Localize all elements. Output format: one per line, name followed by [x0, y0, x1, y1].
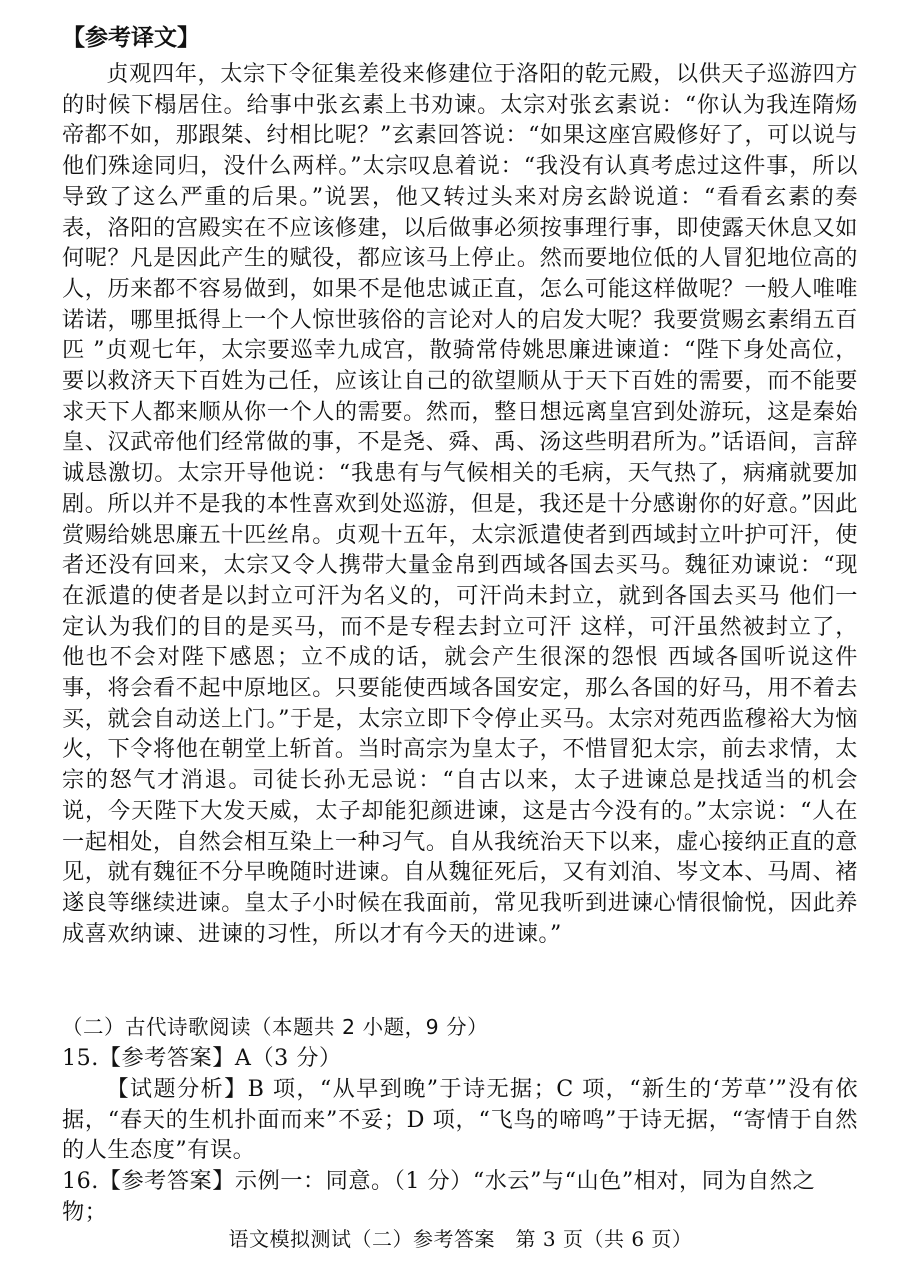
analysis-label: 【试题分析】: [106, 1076, 248, 1102]
question-15-label: 15.【参考答案】: [62, 1045, 235, 1071]
page-footer: 语文模拟测试（二）参考答案 第 3 页（共 6 页）: [228, 1227, 693, 1251]
question-16-answer: [62, 1166, 858, 1227]
question-16-text: 示例一：同意。（1 分）“水云”与“山色”相对，同为自然之物；: [62, 1168, 816, 1225]
translation-paragraph: 贞观四年，太宗下令征集差役来修建位于洛阳的乾元殿，以供天子巡游四方的时候下榻居住。给事中张玄素上书劝谏。太宗对张玄素说：“你认为我连隋炀帝都不如，那跟桀、纣相比呢？”玄素回答说：“如果这座宫殿修好了，可以说与他们殊途同归，没什么两样。”太宗叹息着说：“我没有认真考虑过这件事，所以导致了这么严重的后果。”说罢，他又转过头来对房玄龄说道：“看看玄素的奏表，洛阳的宫殿实在不应该修建，以后做事必须按事理行事，即使露天休息又如何呢？凡是因此产生的赋役，都应该马上停止。然而要地位低的人冒犯地位高的人，历来都不容易做到，如果不是他忠诚正直，怎么可能这样做呢？一般人唯唯诺诺，哪里抵得上一个人惊世骇俗的言论对人的启发大呢？我要赏赐玄素绢五百匹 ”贞观七年，太宗要巡幸九成宫，散骑常侍姚思廉进谏道：“陛下身处高位，要以救济天下百姓为己任，应该让自己的欲望顺从于天下百姓的需要，而不能要求天下人都来顺从你一个人的需要。然而，整日想远离皇宫到处游玩，这是秦始皇、汉武帝他们经常做的事，不是尧、舜、禹、汤这些明君所为。”话语间，言辞诚恳激切。太宗开导他说：“我患有与气候相关的毛病，天气热了，病痛就要加剧。所以并不是我的本性喜欢到处巡游，但是，我还是十分感谢你的好意。”因此赏赐给姚思廉五十匹丝帛。贞观十五年，太宗派遣使者到西域封立叶护可汗，使者还没有回来，太宗又令人携带大量金帛到西域各国去买马。魏征劝谏说：“现在派遣的使者是以封立可汗为名义的，可汗尚未封立，就到各国去买马 他们一定认为我们的目的是买马，而不是专程去封立可汗 这样，可汗虽然被封立了，他也不会对陛下感恩；立不成的话，就会产生很深的怨恨 西域各国听说这件事，将会看不起中原地区。只要能使西域各国安定，那么各国的好马，用不着去买，就会自动送上门。”于是，太宗立即下令停止买马。太宗对苑西监穆裕大为恼火，下令将他在朝堂上斩首。当时高宗为皇太子，不惜冒犯太宗，前去求情，太宗的怒气才消退。司徒长孙无忌说：“自古以来，太子进谏总是找适当的机会说，今天陛下大发天威，太子却能犯颜进谏，这是古今没有的。”太宗说：“人在一起相处，自然会相互染上一种习气。自从我统治天下以来，虚心接纳正直的意见，就有魏征不分早晚随时进谏。自从魏征死后，又有刘洎、岑文本、马周、褚遂良等继续进谏。皇太子小时候在我面前，常见我听到进谏心情很愉悦，因此养成喜欢纳谏、进谏的习性，所以才有今天的进谏。”: [62, 61, 858, 947]
question-15-value: A（3 分）: [234, 1045, 342, 1071]
question-15-answer: [62, 1043, 858, 1074]
question-15-analysis: [62, 1074, 858, 1166]
section-title: 【参考译文】: [62, 24, 200, 51]
question-16-label: 16.【参考答案】: [62, 1168, 235, 1194]
analysis-text: B 项，“从早到晚”于诗无据；C 项，“新生的‘芳草’”没有依据，“春天的生机扑面而来”不妥；D 项，“飞鸟的啼鸣”于诗无据，“寄情于自然的人生态度”有误。: [62, 1076, 859, 1164]
subsection-heading: （二）古代诗歌阅读（本题共 2 小题，9 分）: [62, 1015, 489, 1039]
